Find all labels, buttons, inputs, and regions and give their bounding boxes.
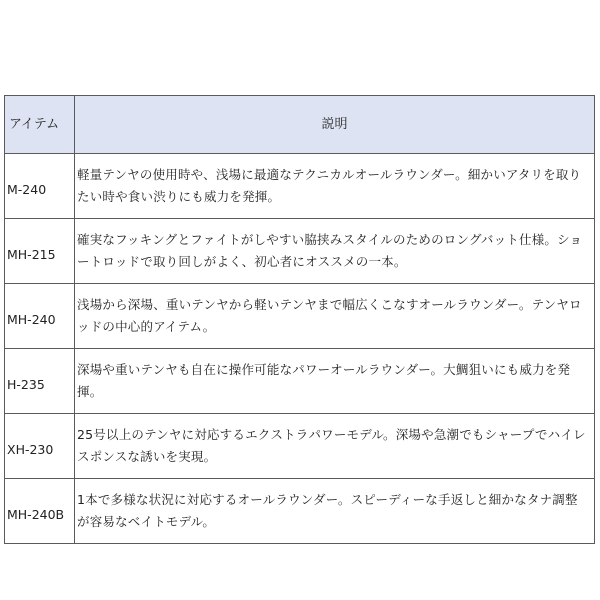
table-row xyxy=(5,414,595,479)
table-row xyxy=(5,154,595,219)
description-cell: 深場や重いテンヤも自在に操作可能なパワーオールラウンダー。大鯛狙いにも威力を発揮。 xyxy=(75,349,595,414)
description-cell: 25号以上のテンヤに対応するエクストラパワーモデル。深場や急潮でもシャープでハイレスポンスな誘いを実現。 xyxy=(75,414,595,479)
description-cell: 軽量テンヤの使用時や、浅場に最適なテクニカルオールラウンダー。細かいアタリを取りたい時や食い渋りにも威力を発揮。 xyxy=(75,154,595,219)
item-cell: M-240 xyxy=(5,154,75,219)
table-row xyxy=(5,349,595,414)
item-cell: MH-240 xyxy=(5,284,75,349)
item-cell: MH-215 xyxy=(5,219,75,284)
header-item: アイテム xyxy=(5,96,75,154)
table-header-row xyxy=(5,96,595,154)
table-row xyxy=(5,284,595,349)
description-cell: 浅場から深場、重いテンヤから軽いテンヤまで幅広くこなすオールラウンダー。テンヤロッドの中心的アイテム。 xyxy=(75,284,595,349)
table-row xyxy=(5,219,595,284)
item-cell: XH-230 xyxy=(5,414,75,479)
item-cell: MH-240B xyxy=(5,479,75,544)
description-cell: 1本で多様な状況に対応するオールラウンダー。スピーディーな手返しと細かなタナ調整が容易なベイトモデル。 xyxy=(75,479,595,544)
table-row xyxy=(5,479,595,544)
header-description: 説明 xyxy=(75,96,595,154)
item-cell: H-235 xyxy=(5,349,75,414)
product-table xyxy=(4,95,595,544)
description-cell: 確実なフッキングとファイトがしやすい脇挟みスタイルのためのロングバット仕様。ショートロッドで取り回しがよく、初心者にオススメの一本。 xyxy=(75,219,595,284)
